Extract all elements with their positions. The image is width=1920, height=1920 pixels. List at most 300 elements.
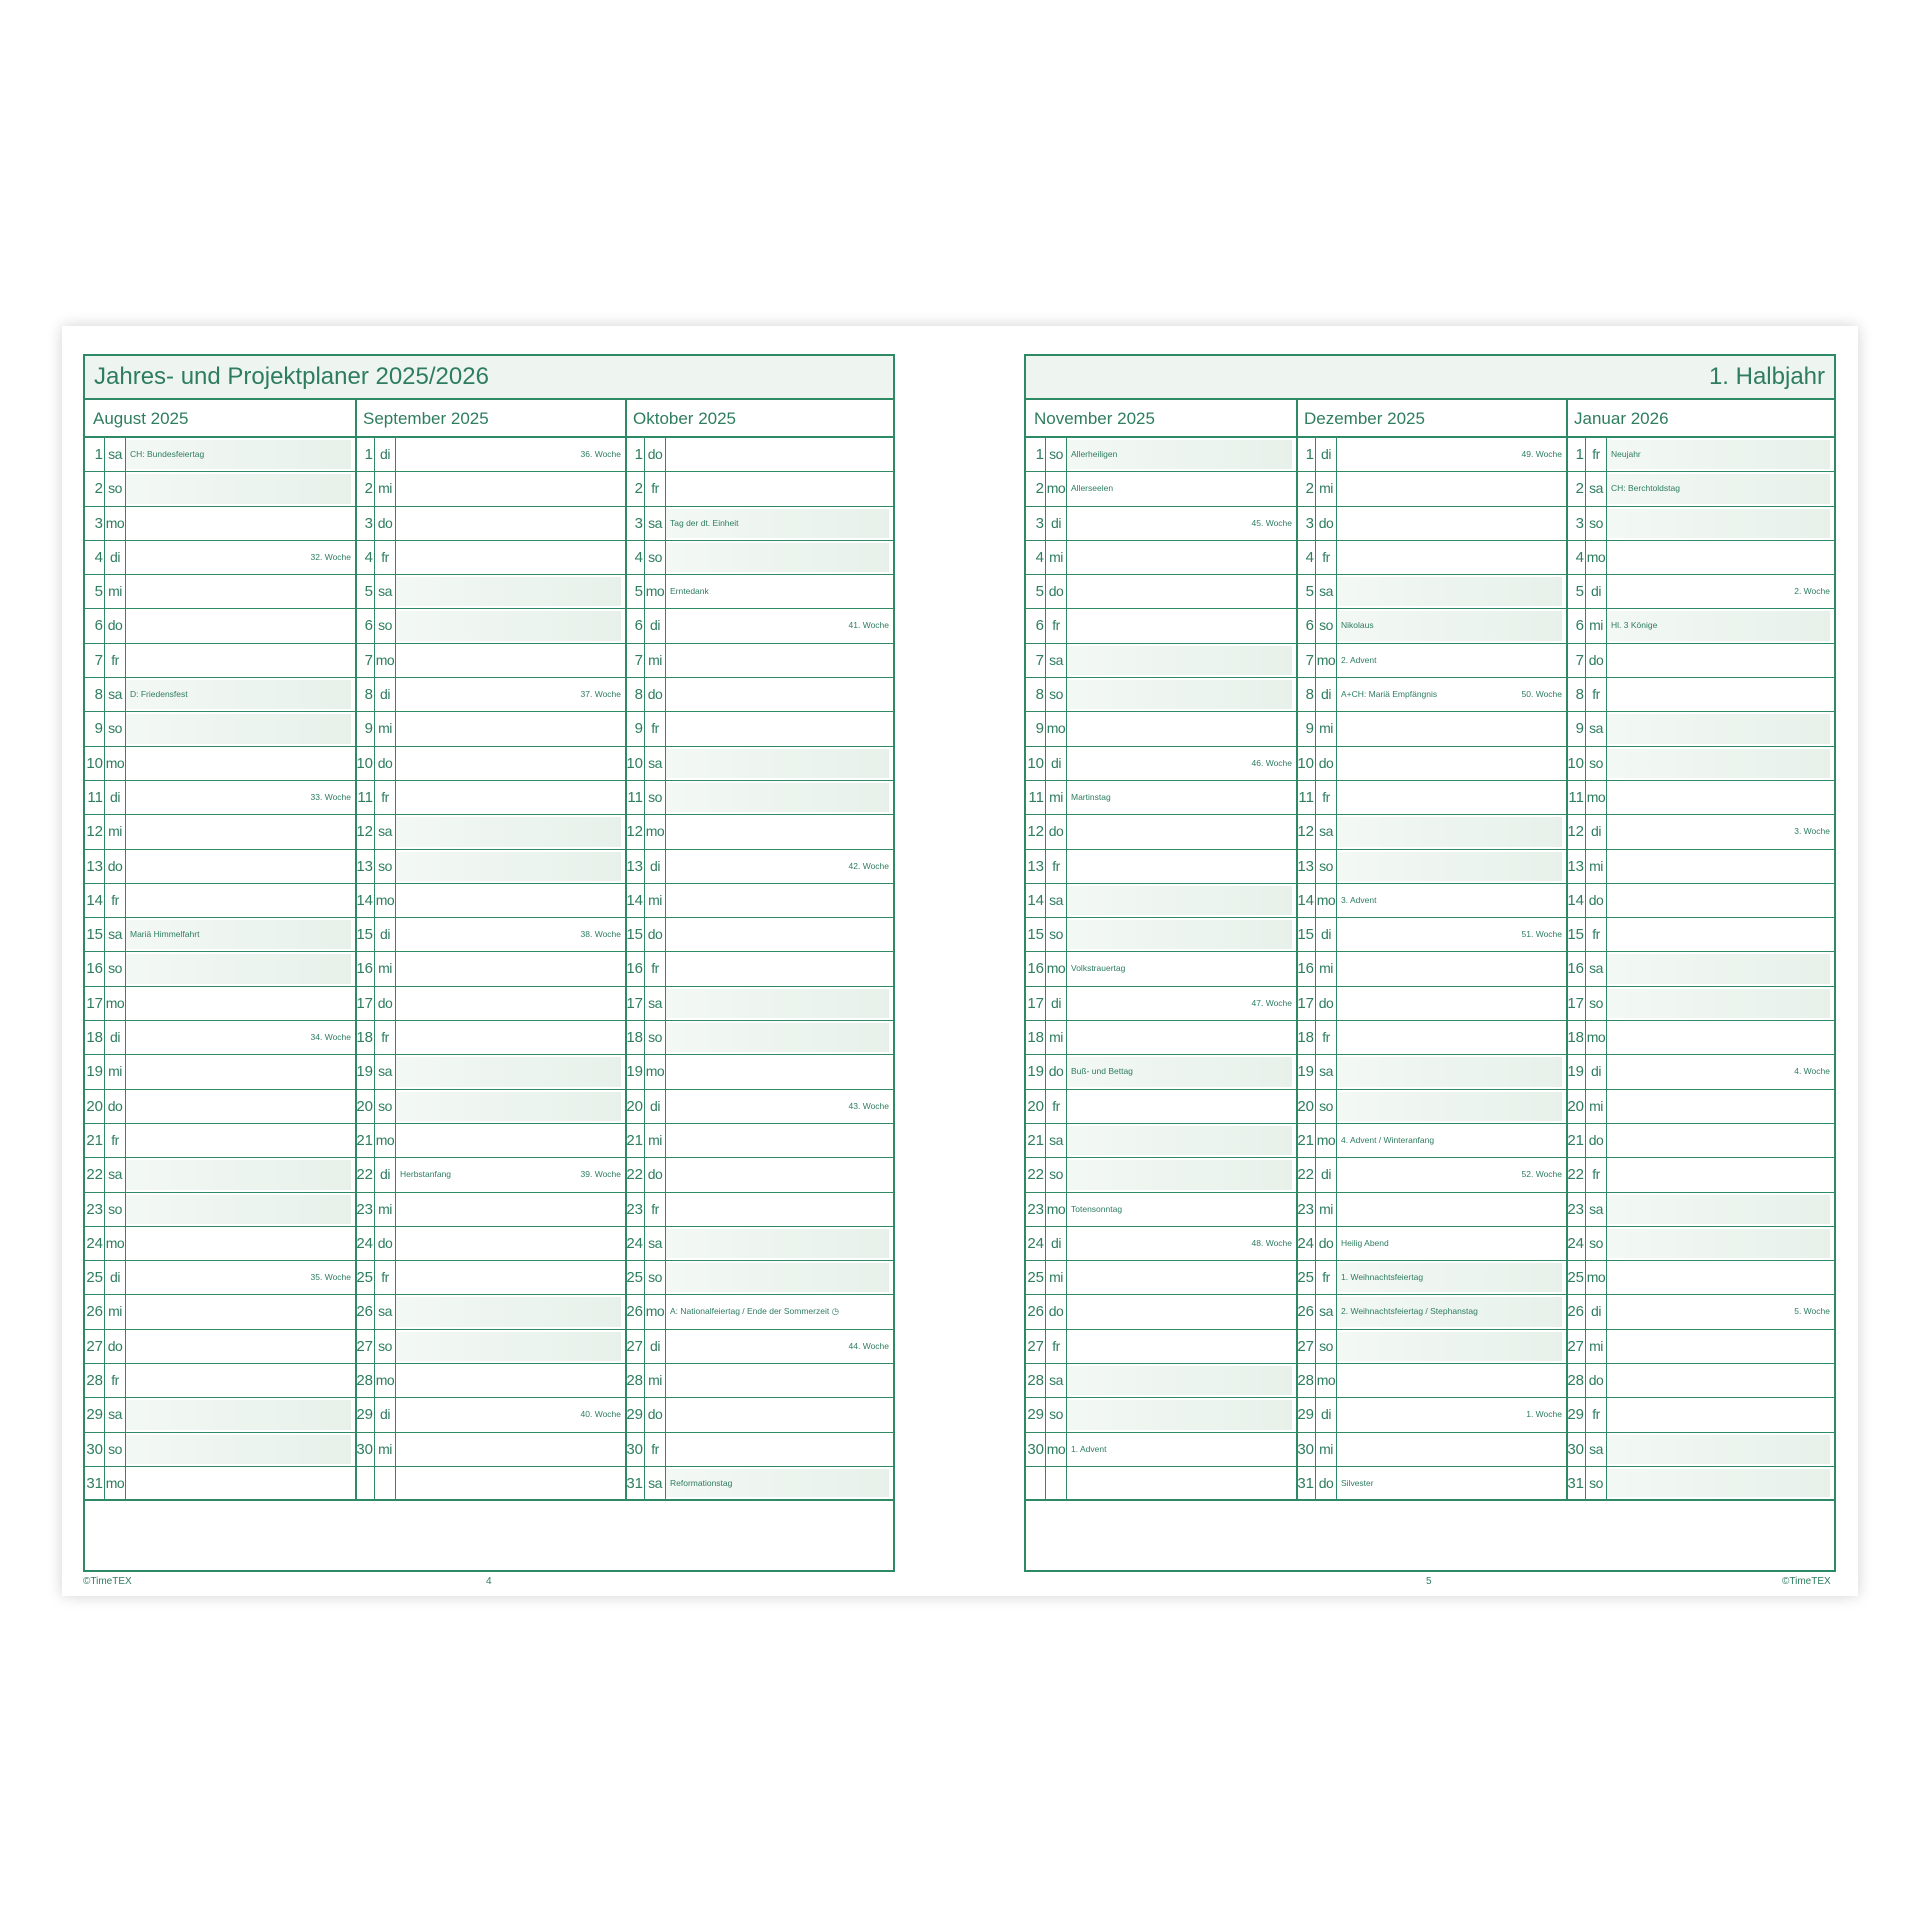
day-row[interactable] — [355, 987, 625, 1021]
day-row[interactable] — [1296, 678, 1566, 712]
day-row[interactable] — [1296, 918, 1566, 952]
day-number: 27 — [355, 1330, 375, 1363]
left-page — [83, 354, 895, 1572]
day-row[interactable] — [1566, 815, 1834, 849]
day-row[interactable] — [1566, 1158, 1834, 1192]
day-row[interactable] — [85, 1433, 355, 1467]
day-row[interactable] — [355, 1364, 625, 1398]
day-number: 29 — [85, 1398, 105, 1431]
day-row[interactable] — [355, 815, 625, 849]
day-number: 11 — [1566, 781, 1586, 814]
day-row[interactable] — [1566, 507, 1834, 541]
day-row[interactable] — [1566, 609, 1834, 643]
day-row[interactable] — [1026, 1090, 1296, 1124]
weekday: so — [1586, 507, 1607, 540]
day-row[interactable] — [1566, 1124, 1834, 1158]
day-number: 21 — [1296, 1124, 1316, 1157]
day-number: 18 — [355, 1021, 375, 1054]
day-row[interactable] — [1566, 1330, 1834, 1364]
day-row[interactable] — [1296, 1090, 1566, 1124]
day-cell — [1067, 1160, 1292, 1189]
day-row[interactable] — [1296, 1364, 1566, 1398]
day-row[interactable] — [355, 1467, 625, 1501]
day-cell — [126, 611, 351, 640]
weekday: mo — [645, 1295, 666, 1328]
day-number: 4 — [1566, 541, 1586, 574]
day-row[interactable] — [625, 747, 893, 781]
day-cell — [1067, 1469, 1292, 1497]
weekday: di — [375, 438, 396, 471]
day-row[interactable] — [355, 712, 625, 746]
day-row[interactable] — [85, 1398, 355, 1432]
event-label: Heilig Abend — [1341, 1237, 1389, 1248]
day-row[interactable] — [85, 850, 355, 884]
day-row[interactable] — [1296, 1261, 1566, 1295]
day-row[interactable] — [625, 1055, 893, 1089]
day-row[interactable] — [1026, 781, 1296, 815]
day-row[interactable] — [625, 1330, 893, 1364]
day-row[interactable] — [1566, 541, 1834, 575]
day-number: 1 — [1026, 438, 1046, 471]
day-row[interactable] — [85, 1364, 355, 1398]
day-row[interactable] — [625, 1021, 893, 1055]
event-label: Reformationstag — [670, 1477, 733, 1488]
day-row[interactable] — [355, 1193, 625, 1227]
day-row[interactable] — [1026, 438, 1296, 472]
day-row[interactable] — [1296, 541, 1566, 575]
weekday: mo — [1046, 712, 1067, 745]
day-row[interactable] — [355, 850, 625, 884]
day-row[interactable] — [355, 1055, 625, 1089]
day-row[interactable] — [355, 472, 625, 506]
day-row[interactable] — [1296, 1295, 1566, 1329]
day-row[interactable] — [85, 1261, 355, 1295]
day-row[interactable] — [1296, 1021, 1566, 1055]
day-number: 12 — [355, 815, 375, 848]
day-row[interactable] — [1026, 1158, 1296, 1192]
weekday: mi — [1586, 850, 1607, 883]
day-cell — [1607, 1160, 1830, 1189]
day-row[interactable] — [85, 781, 355, 815]
weekday: di — [1046, 987, 1067, 1020]
week-number: 48. Woche — [1251, 1237, 1292, 1248]
day-row[interactable] — [85, 1330, 355, 1364]
day-number: 28 — [1566, 1364, 1586, 1397]
day-row[interactable] — [625, 1124, 893, 1158]
day-row[interactable] — [355, 1021, 625, 1055]
day-number: 27 — [1566, 1330, 1586, 1363]
day-number: 27 — [1026, 1330, 1046, 1363]
weekday: do — [375, 987, 396, 1020]
day-cell — [666, 1195, 889, 1224]
day-row[interactable] — [1566, 644, 1834, 678]
day-row[interactable] — [1026, 575, 1296, 609]
day-cell — [1607, 749, 1830, 778]
weekday: fr — [105, 644, 126, 677]
weekday: so — [1046, 918, 1067, 951]
day-row[interactable] — [1026, 952, 1296, 986]
day-row[interactable] — [355, 644, 625, 678]
day-row[interactable] — [1296, 987, 1566, 1021]
day-row[interactable] — [625, 678, 893, 712]
day-row[interactable] — [85, 609, 355, 643]
day-number: 25 — [355, 1261, 375, 1294]
day-number: 3 — [355, 507, 375, 540]
day-row[interactable] — [1566, 1364, 1834, 1398]
day-cell — [126, 1400, 351, 1429]
weekday: mo — [375, 644, 396, 677]
day-row[interactable] — [625, 609, 893, 643]
day-row[interactable] — [1026, 1398, 1296, 1432]
day-row[interactable] — [1296, 609, 1566, 643]
day-row[interactable] — [625, 1398, 893, 1432]
page-number: 4 — [486, 1576, 492, 1587]
day-number: 19 — [1566, 1055, 1586, 1088]
day-row[interactable] — [625, 1090, 893, 1124]
month-name: September 2025 — [355, 400, 625, 438]
day-row[interactable] — [85, 1158, 355, 1192]
day-row[interactable] — [1566, 678, 1834, 712]
day-row[interactable] — [625, 815, 893, 849]
day-cell — [1067, 646, 1292, 675]
day-row[interactable] — [85, 1055, 355, 1089]
day-row[interactable] — [1566, 987, 1834, 1021]
day-row[interactable] — [1026, 918, 1296, 952]
day-row[interactable] — [625, 1467, 893, 1501]
day-row[interactable] — [85, 1124, 355, 1158]
day-row[interactable] — [1296, 1158, 1566, 1192]
week-number: 44. Woche — [848, 1340, 889, 1351]
day-number: 27 — [1296, 1330, 1316, 1363]
day-number: 4 — [85, 541, 105, 574]
day-row[interactable] — [1026, 1364, 1296, 1398]
day-row[interactable] — [1296, 781, 1566, 815]
day-number: 1 — [1566, 438, 1586, 471]
day-row[interactable] — [1296, 712, 1566, 746]
day-number: 18 — [1026, 1021, 1046, 1054]
weekday: mi — [1586, 1330, 1607, 1363]
day-row[interactable] — [625, 507, 893, 541]
weekday: do — [375, 507, 396, 540]
weekday: do — [645, 678, 666, 711]
day-row[interactable] — [355, 1227, 625, 1261]
day-row[interactable] — [355, 1261, 625, 1295]
day-row[interactable] — [1026, 609, 1296, 643]
weekday: mi — [105, 1295, 126, 1328]
day-row[interactable] — [1566, 472, 1834, 506]
day-row[interactable] — [85, 747, 355, 781]
day-row[interactable] — [355, 1090, 625, 1124]
day-number: 5 — [1026, 575, 1046, 608]
day-row[interactable] — [625, 1433, 893, 1467]
day-row[interactable] — [625, 884, 893, 918]
day-row[interactable] — [85, 884, 355, 918]
day-row[interactable] — [85, 644, 355, 678]
day-row[interactable] — [355, 609, 625, 643]
day-cell — [1337, 1366, 1562, 1395]
day-cell — [396, 989, 621, 1018]
day-row[interactable] — [1566, 1398, 1834, 1432]
day-row[interactable] — [1296, 1227, 1566, 1261]
day-row[interactable] — [1296, 472, 1566, 506]
day-row[interactable] — [355, 507, 625, 541]
day-row[interactable] — [1566, 1261, 1834, 1295]
day-row[interactable] — [355, 1330, 625, 1364]
day-row[interactable] — [85, 438, 355, 472]
day-row[interactable] — [1026, 1330, 1296, 1364]
day-row[interactable] — [85, 1021, 355, 1055]
day-row[interactable] — [1296, 644, 1566, 678]
day-row[interactable] — [1566, 952, 1834, 986]
day-row[interactable] — [1566, 747, 1834, 781]
weekday: so — [105, 712, 126, 745]
day-number: 25 — [625, 1261, 645, 1294]
day-row[interactable] — [1296, 952, 1566, 986]
day-cell — [396, 783, 621, 812]
day-row[interactable] — [1026, 1295, 1296, 1329]
week-number: 41. Woche — [848, 620, 889, 631]
event-label: 2. Weihnachtsfeiertag / Stephanstag — [1341, 1306, 1478, 1317]
day-row[interactable] — [1296, 1124, 1566, 1158]
day-row[interactable] — [625, 918, 893, 952]
day-row[interactable] — [1026, 987, 1296, 1021]
day-number: 20 — [85, 1090, 105, 1123]
day-row[interactable] — [625, 1158, 893, 1192]
day-row[interactable] — [355, 781, 625, 815]
day-row[interactable] — [1566, 1090, 1834, 1124]
day-row[interactable] — [1566, 1295, 1834, 1329]
day-row[interactable] — [85, 1227, 355, 1261]
day-row[interactable] — [85, 918, 355, 952]
day-row[interactable] — [625, 472, 893, 506]
day-row[interactable] — [1566, 1227, 1834, 1261]
day-row[interactable] — [1296, 1398, 1566, 1432]
day-cell — [396, 954, 621, 983]
day-row[interactable] — [1026, 1193, 1296, 1227]
weekday: fr — [1586, 438, 1607, 471]
day-row[interactable] — [1026, 1261, 1296, 1295]
day-row[interactable] — [1296, 747, 1566, 781]
day-row[interactable] — [1566, 1467, 1834, 1501]
day-cell — [1337, 1195, 1562, 1224]
day-number: 8 — [355, 678, 375, 711]
day-row[interactable] — [1026, 747, 1296, 781]
day-row[interactable] — [355, 918, 625, 952]
day-row[interactable] — [1026, 1055, 1296, 1089]
weekday: sa — [375, 815, 396, 848]
day-row[interactable] — [625, 575, 893, 609]
day-row[interactable] — [1026, 1227, 1296, 1261]
weekday: di — [375, 1158, 396, 1191]
day-row[interactable] — [1566, 850, 1834, 884]
day-row[interactable] — [1566, 781, 1834, 815]
day-row[interactable] — [1566, 575, 1834, 609]
day-row[interactable] — [355, 678, 625, 712]
weekday: fr — [1586, 678, 1607, 711]
day-row[interactable] — [85, 507, 355, 541]
day-row[interactable] — [625, 1261, 893, 1295]
day-row[interactable] — [85, 575, 355, 609]
day-row[interactable] — [1026, 1433, 1296, 1467]
day-row[interactable] — [1566, 438, 1834, 472]
day-row[interactable] — [1296, 438, 1566, 472]
day-row[interactable] — [1296, 575, 1566, 609]
day-row[interactable] — [85, 1467, 355, 1501]
day-row[interactable] — [1026, 507, 1296, 541]
day-row[interactable] — [625, 1227, 893, 1261]
weekday: sa — [105, 1398, 126, 1431]
day-row[interactable] — [625, 1295, 893, 1329]
day-row[interactable] — [1026, 815, 1296, 849]
day-row[interactable] — [1566, 918, 1834, 952]
day-row[interactable] — [1296, 850, 1566, 884]
day-row[interactable] — [85, 678, 355, 712]
day-number: 16 — [1296, 952, 1316, 985]
day-row[interactable] — [1026, 1124, 1296, 1158]
day-row[interactable] — [1566, 1055, 1834, 1089]
day-row[interactable] — [1566, 712, 1834, 746]
day-number: 1 — [85, 438, 105, 471]
weekday: mi — [1586, 1090, 1607, 1123]
day-row[interactable] — [1026, 850, 1296, 884]
weekday: sa — [105, 918, 126, 951]
day-number: 26 — [1566, 1295, 1586, 1328]
day-cell — [1067, 1023, 1292, 1052]
weekday: mi — [1316, 952, 1337, 985]
weekday: so — [645, 1021, 666, 1054]
weekday: sa — [105, 438, 126, 471]
day-row[interactable] — [1296, 815, 1566, 849]
day-row[interactable] — [1296, 884, 1566, 918]
day-cell — [1067, 1366, 1292, 1395]
weekday — [375, 1467, 396, 1499]
day-row[interactable] — [85, 541, 355, 575]
day-row[interactable] — [1026, 1467, 1296, 1501]
day-row[interactable] — [625, 1193, 893, 1227]
day-row[interactable] — [355, 747, 625, 781]
day-cell — [666, 440, 889, 469]
day-number: 12 — [625, 815, 645, 848]
day-cell — [126, 577, 351, 606]
day-row[interactable] — [355, 575, 625, 609]
day-cell — [1607, 1092, 1830, 1121]
day-row[interactable] — [85, 952, 355, 986]
day-row[interactable] — [85, 987, 355, 1021]
day-row[interactable] — [1026, 1021, 1296, 1055]
day-number — [1026, 1467, 1046, 1499]
weekday: mi — [375, 952, 396, 985]
day-row[interactable] — [85, 1295, 355, 1329]
day-cell — [1337, 783, 1562, 812]
day-row[interactable] — [1296, 507, 1566, 541]
day-row[interactable] — [1566, 1193, 1834, 1227]
day-number: 28 — [1296, 1364, 1316, 1397]
day-row[interactable] — [85, 712, 355, 746]
event-label: 1. Advent — [1071, 1443, 1107, 1454]
week-number: 40. Woche — [580, 1409, 621, 1420]
day-row[interactable] — [1296, 1433, 1566, 1467]
day-row[interactable] — [625, 1364, 893, 1398]
event-label: Neujahr — [1611, 449, 1641, 459]
day-row[interactable] — [625, 987, 893, 1021]
day-row[interactable] — [355, 1295, 625, 1329]
day-row[interactable] — [355, 1158, 625, 1192]
day-cell — [126, 1126, 351, 1155]
day-row[interactable] — [1566, 1021, 1834, 1055]
day-row[interactable] — [355, 438, 625, 472]
day-number: 22 — [355, 1158, 375, 1191]
day-number: 29 — [1296, 1398, 1316, 1431]
day-row[interactable] — [355, 1398, 625, 1432]
day-row[interactable] — [85, 1193, 355, 1227]
day-row[interactable] — [355, 1124, 625, 1158]
day-row[interactable] — [1026, 472, 1296, 506]
day-number: 7 — [1566, 644, 1586, 677]
weekday: mo — [375, 884, 396, 917]
day-cell — [396, 1469, 621, 1497]
day-number: 8 — [85, 678, 105, 711]
weekday: do — [1046, 575, 1067, 608]
event-label: Tag der dt. Einheit — [670, 517, 739, 528]
weekday: fr — [375, 1261, 396, 1294]
day-row[interactable] — [1566, 884, 1834, 918]
day-row[interactable] — [625, 781, 893, 815]
day-number: 22 — [1296, 1158, 1316, 1191]
day-row[interactable] — [1026, 644, 1296, 678]
day-number: 25 — [1296, 1261, 1316, 1294]
day-cell — [666, 817, 889, 846]
day-row[interactable] — [625, 541, 893, 575]
day-row[interactable] — [625, 438, 893, 472]
day-row[interactable] — [1296, 1055, 1566, 1089]
day-cell — [666, 749, 889, 778]
day-row[interactable] — [355, 952, 625, 986]
day-cell — [126, 1229, 351, 1258]
weekday: mo — [1586, 541, 1607, 574]
day-row[interactable] — [1026, 541, 1296, 575]
day-row[interactable] — [1566, 1433, 1834, 1467]
day-row[interactable] — [625, 712, 893, 746]
day-row[interactable] — [1296, 1330, 1566, 1364]
day-cell — [396, 1435, 621, 1464]
day-number: 25 — [85, 1261, 105, 1294]
day-cell — [1067, 1263, 1292, 1292]
day-row[interactable] — [355, 541, 625, 575]
weekday: so — [1586, 1467, 1607, 1499]
day-number: 15 — [625, 918, 645, 951]
day-cell — [1337, 989, 1562, 1018]
day-row[interactable] — [625, 850, 893, 884]
day-cell — [1607, 1023, 1830, 1052]
day-row[interactable] — [1026, 678, 1296, 712]
day-row[interactable] — [625, 644, 893, 678]
day-row[interactable] — [1026, 884, 1296, 918]
day-row[interactable] — [355, 1433, 625, 1467]
event-label: 2. Advent — [1341, 654, 1377, 665]
day-row[interactable] — [1026, 712, 1296, 746]
week-number: 36. Woche — [580, 449, 621, 459]
day-number: 11 — [355, 781, 375, 814]
day-row[interactable] — [355, 884, 625, 918]
day-row[interactable] — [1296, 1467, 1566, 1501]
day-row[interactable] — [1296, 1193, 1566, 1227]
day-row[interactable] — [85, 815, 355, 849]
day-row[interactable] — [85, 1090, 355, 1124]
day-row[interactable] — [85, 472, 355, 506]
day-cell — [1607, 714, 1830, 743]
day-cell — [666, 1400, 889, 1429]
day-row[interactable] — [625, 952, 893, 986]
